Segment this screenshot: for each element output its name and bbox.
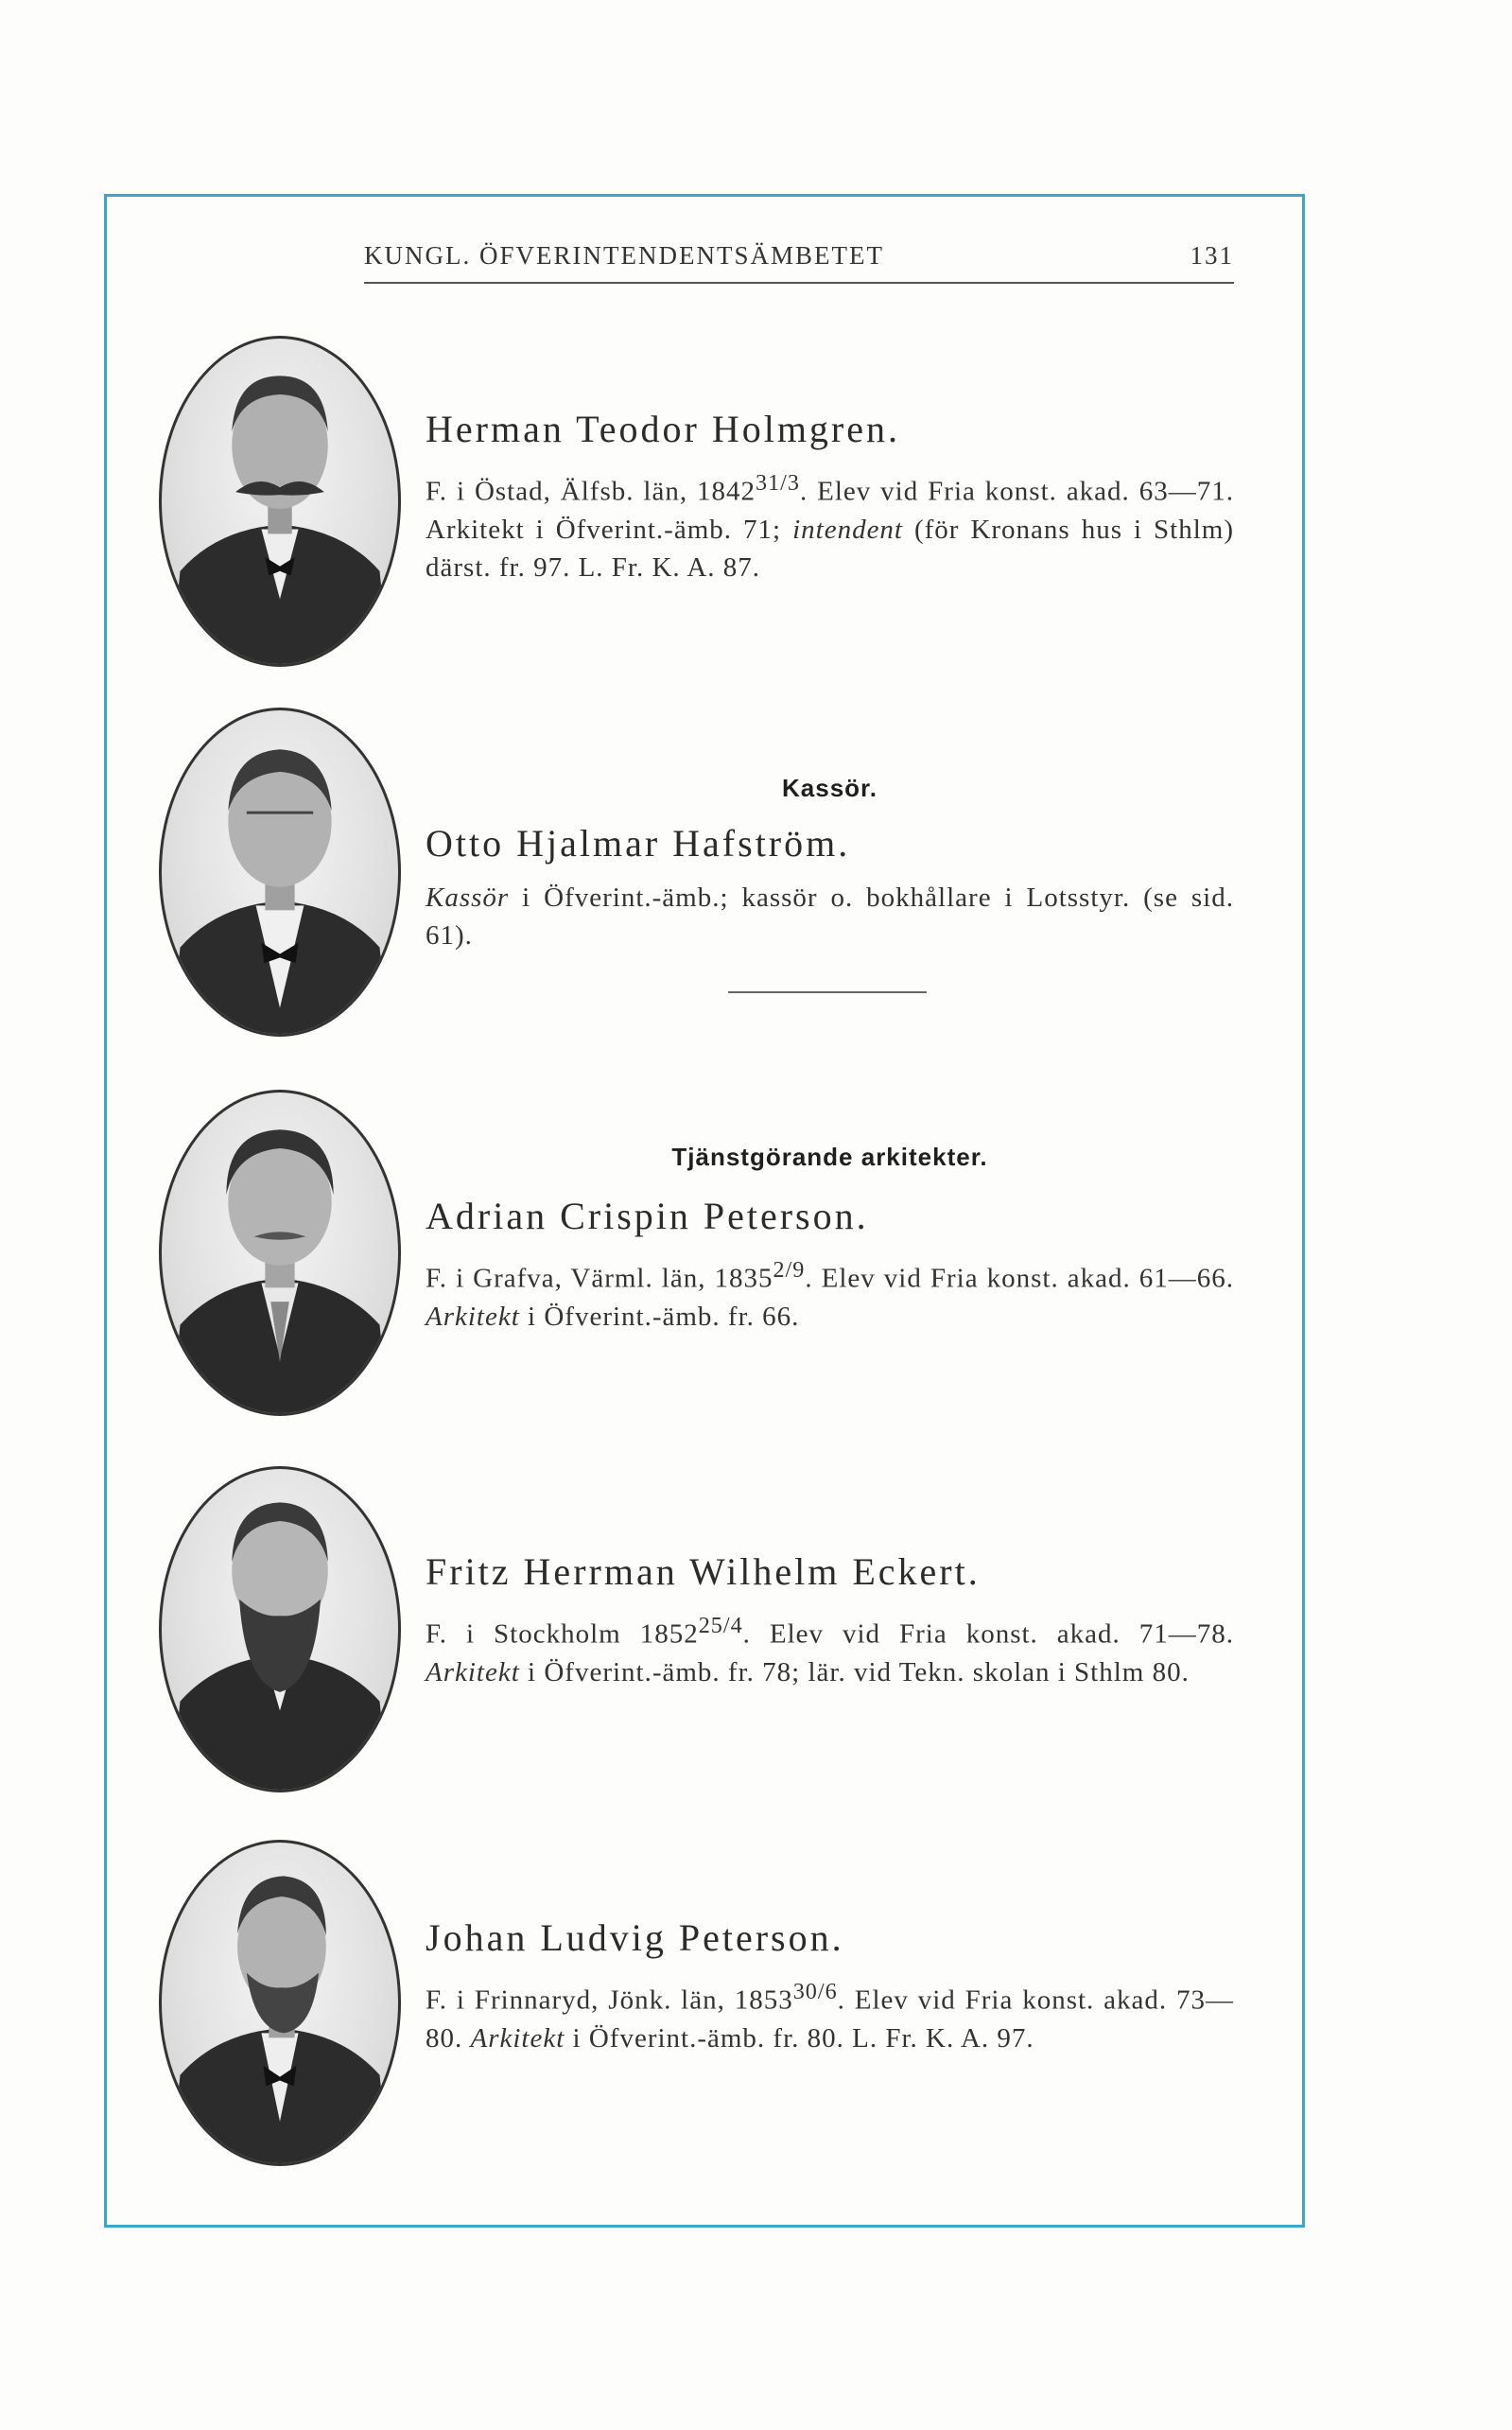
entry-text: F. i Östad, Älfsb. län, $1842^{31/3}$. Elev vid Fria konst. akad. 63—71. Arkitekt i Öfverint.-ämb. 71; intendent (för Kronans hus i Sthlm) därst. fr. 97. L. Fr. K. A. 87. — [426, 470, 1235, 583]
entry-holmgren — [426, 407, 1234, 586]
entry-role: intendent — [792, 514, 903, 545]
birth-date-superscript: 25/4 — [698, 1613, 743, 1638]
entry-text: F. i Frinnaryd, Jönk. län, $1853^{30/6}$. Elev vid Fria konst. akad. 73—80. Arkitekt i Öfverint.-ämb. fr. 80. L. Fr. K. A. 97. — [426, 1979, 1234, 2054]
entry-johan-peterson — [426, 1915, 1234, 2057]
entry-name: Herman Teodor Holmgren. — [426, 408, 901, 450]
header-title: KUNGL. ÖFVERINTENDENTSÄMBETET — [364, 241, 884, 270]
entry-name: Johan Ludvig Peterson. — [426, 1916, 844, 1959]
entry-text: F. i Grafva, Värml. län, $1835^{2/9}$. Elev vid Fria konst. akad. 61—66. Arkitekt i Öfverint.-ämb. fr. 66. — [426, 1257, 1234, 1332]
birth-date-superscript: 31/3 — [756, 470, 800, 496]
entry-adrian-peterson — [426, 1194, 1234, 1336]
entry-text: F. i Stockholm $1852^{25/4}$. Elev vid Fria konst. akad. 71—78. Arkitekt i Öfverint.-ämb. fr. 78; lär. vid Tekn. skolan i Sthlm 80. — [426, 1613, 1234, 1687]
portrait-johan-peterson — [159, 1840, 401, 2166]
entry-role: Arkitekt — [470, 2022, 565, 2054]
portrait-eckert — [159, 1466, 401, 1792]
birth-date-superscript: 2/9 — [773, 1257, 806, 1283]
entry-role: Kassör — [426, 883, 510, 913]
section-separator — [728, 991, 927, 993]
entry-hafstrom — [426, 821, 1234, 954]
portrait-adrian-peterson — [159, 1090, 401, 1416]
section-title-arkitekter: Tjänstgörande arkitekter. — [671, 1143, 988, 1171]
entry-role: Arkitekt — [426, 1656, 520, 1687]
portrait-holmgren — [159, 336, 401, 667]
entry-eckert — [426, 1549, 1234, 1691]
entry-name: Otto Hjalmar Hafström. — [426, 822, 851, 865]
entry-name: Fritz Herrman Wilhelm Eckert. — [426, 1550, 981, 1593]
entry-text: Kassör i Öfverint.-ämb.; kassör o. bokhållare i Lotsstyr. (se sid. 61). — [426, 883, 1234, 951]
portrait-hafstrom — [159, 708, 401, 1037]
birth-date-superscript: 30/6 — [792, 1979, 838, 2004]
section-title-kassor: Kassör. — [782, 774, 878, 802]
entry-name: Adrian Crispin Peterson. — [426, 1195, 869, 1237]
entry-role: Arkitekt — [426, 1301, 520, 1332]
page-number: 131 — [1190, 241, 1234, 270]
header-rule — [364, 282, 1234, 284]
running-header — [364, 241, 1234, 271]
